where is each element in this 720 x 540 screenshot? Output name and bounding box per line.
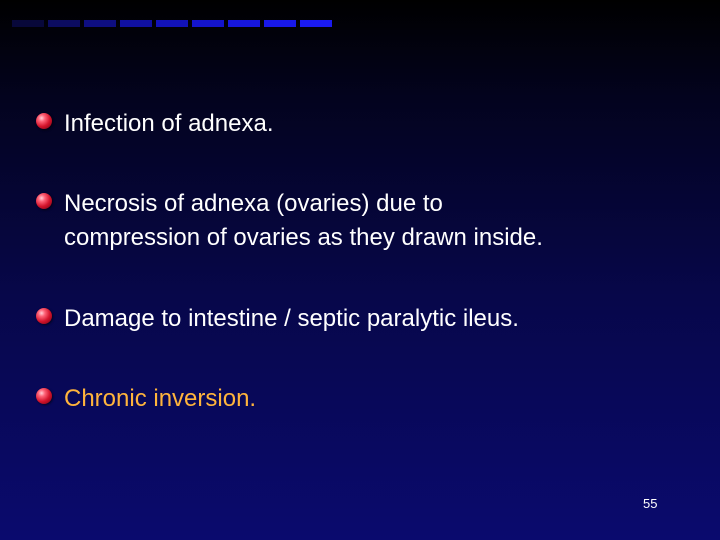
top-bar-segment: [12, 20, 44, 27]
top-bar-segment: [300, 20, 332, 27]
bullet-text-highlight: [64, 382, 664, 416]
top-bar-segment: [48, 20, 80, 27]
top-bar-segment: [264, 20, 296, 27]
bullet-icon: [36, 113, 52, 129]
bullet-text: [64, 187, 664, 255]
bullet-text: [64, 302, 664, 336]
bullet-text-line: compression of ovaries as they drawn inside.: [64, 224, 543, 251]
top-decorative-bar: [12, 20, 332, 27]
top-bar-segment: [228, 20, 260, 27]
bullet-text-line: Necrosis of adnexa (ovaries) due to: [64, 190, 443, 217]
bullet-icon: [36, 308, 52, 324]
page-number: 55: [643, 496, 658, 511]
bullet-icon: [36, 193, 52, 209]
bullet-text-line: Infection of adnexa.: [64, 110, 274, 137]
bullet-text-line: Damage to intestine / septic paralytic ileus.: [64, 305, 519, 332]
top-bar-segment: [192, 20, 224, 27]
top-bar-segment: [84, 20, 116, 27]
bullet-text-line: Chronic inversion.: [64, 385, 257, 412]
top-bar-segment: [156, 20, 188, 27]
top-bar-segment: [120, 20, 152, 27]
bullet-icon: [36, 388, 52, 404]
bullet-text: [64, 107, 664, 141]
